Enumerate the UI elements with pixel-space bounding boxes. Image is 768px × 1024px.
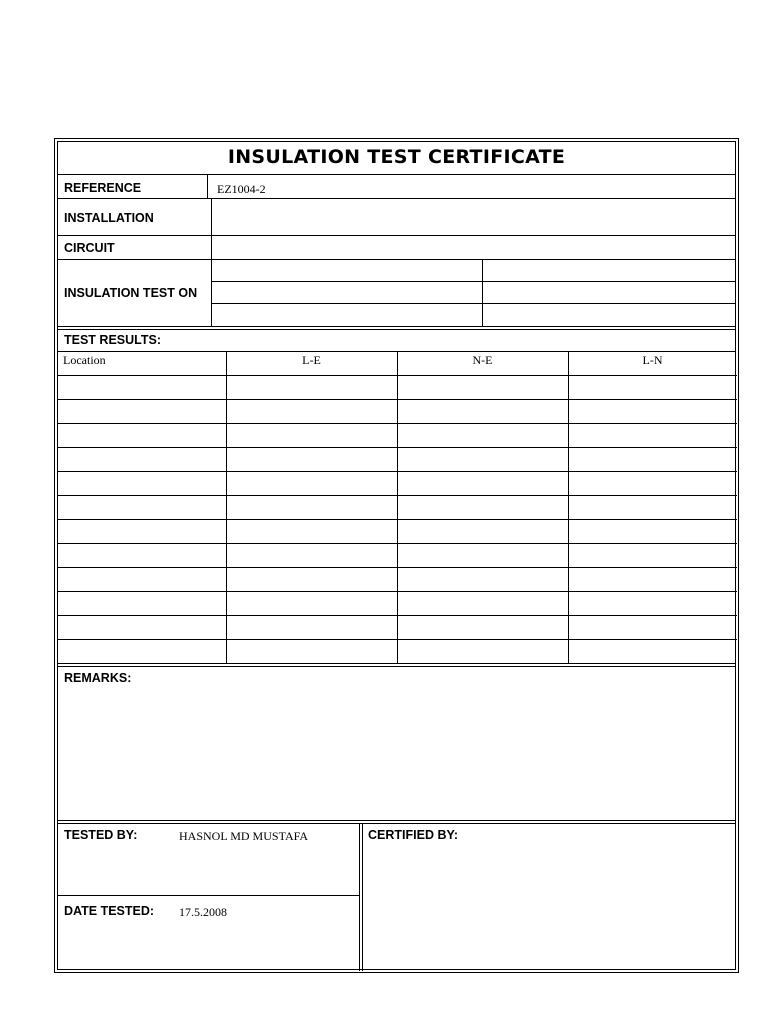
divider xyxy=(58,235,735,236)
divider xyxy=(359,823,360,971)
certified-by-field[interactable] xyxy=(363,846,737,971)
insulation-test-cell[interactable] xyxy=(211,281,482,303)
table-cell[interactable] xyxy=(568,447,737,471)
divider xyxy=(58,326,735,327)
table-cell[interactable] xyxy=(226,495,397,519)
insulation-test-on-label: INSULATION TEST ON xyxy=(64,286,198,300)
table-cell[interactable] xyxy=(58,591,226,615)
table-cell[interactable] xyxy=(226,519,397,543)
table-cell[interactable] xyxy=(397,639,568,663)
table-cell[interactable] xyxy=(226,399,397,423)
table-row xyxy=(58,375,737,399)
divider xyxy=(207,174,208,198)
table-cell[interactable] xyxy=(226,471,397,495)
table-cell[interactable] xyxy=(397,519,568,543)
table-cell[interactable] xyxy=(568,567,737,591)
table-cell[interactable] xyxy=(58,615,226,639)
table-cell[interactable] xyxy=(397,495,568,519)
table-cell[interactable] xyxy=(226,375,397,399)
table-cell[interactable] xyxy=(58,519,226,543)
table-cell[interactable] xyxy=(397,567,568,591)
table-row xyxy=(58,519,737,543)
table-cell[interactable] xyxy=(397,543,568,567)
table-row xyxy=(58,471,737,495)
certificate-inner-border xyxy=(57,141,736,970)
insulation-test-cell[interactable] xyxy=(482,281,737,303)
reference-value[interactable]: EZ1004-2 xyxy=(217,182,266,196)
divider xyxy=(58,198,735,199)
table-cell[interactable] xyxy=(58,471,226,495)
table-cell[interactable] xyxy=(397,471,568,495)
table-cell[interactable] xyxy=(568,471,737,495)
circuit-label: CIRCUIT xyxy=(64,241,115,255)
table-row xyxy=(58,615,737,639)
table-cell[interactable] xyxy=(58,567,226,591)
tested-by-label: TESTED BY: xyxy=(64,828,138,842)
divider xyxy=(58,174,735,175)
table-cell[interactable] xyxy=(226,639,397,663)
table-cell[interactable] xyxy=(568,639,737,663)
insulation-test-cell[interactable] xyxy=(211,259,482,281)
divider xyxy=(58,820,735,821)
table-cell[interactable] xyxy=(568,399,737,423)
table-cell[interactable] xyxy=(568,591,737,615)
test-results-table xyxy=(58,351,737,663)
table-row xyxy=(58,543,737,567)
divider xyxy=(58,823,735,824)
remarks-field[interactable] xyxy=(58,688,737,820)
table-cell[interactable] xyxy=(58,495,226,519)
table-row xyxy=(58,639,737,663)
divider xyxy=(211,198,212,326)
divider xyxy=(58,329,735,330)
table-row xyxy=(58,495,737,519)
table-cell[interactable] xyxy=(58,447,226,471)
table-cell[interactable] xyxy=(397,591,568,615)
certified-by-label: CERTIFIED BY: xyxy=(368,828,459,842)
certificate-form xyxy=(54,138,739,973)
table-cell[interactable] xyxy=(568,543,737,567)
column-header-n-e: N-E xyxy=(472,353,493,367)
table-row xyxy=(58,567,737,591)
table-cell[interactable] xyxy=(568,423,737,447)
insulation-test-cell[interactable] xyxy=(482,303,737,326)
table-cell[interactable] xyxy=(226,567,397,591)
table-cell[interactable] xyxy=(397,447,568,471)
table-cell[interactable] xyxy=(58,543,226,567)
divider xyxy=(58,895,359,896)
divider xyxy=(58,666,735,667)
table-cell[interactable] xyxy=(568,495,737,519)
column-header-l-n: L-N xyxy=(642,353,663,367)
table-row xyxy=(58,591,737,615)
test-results-label: TEST RESULTS: xyxy=(64,333,161,347)
table-row xyxy=(58,423,737,447)
table-cell[interactable] xyxy=(568,519,737,543)
table-row xyxy=(58,399,737,423)
column-header-l-e: L-E xyxy=(302,353,321,367)
table-cell[interactable] xyxy=(226,543,397,567)
table-cell[interactable] xyxy=(397,615,568,639)
insulation-test-cell[interactable] xyxy=(482,259,737,281)
table-cell[interactable] xyxy=(58,399,226,423)
table-cell[interactable] xyxy=(226,615,397,639)
table-cell[interactable] xyxy=(58,423,226,447)
table-cell[interactable] xyxy=(226,423,397,447)
table-cell[interactable] xyxy=(58,375,226,399)
table-cell[interactable] xyxy=(397,423,568,447)
table-cell[interactable] xyxy=(568,375,737,399)
tested-by-value[interactable]: HASNOL MD MUSTAFA xyxy=(179,829,309,843)
date-tested-label: DATE TESTED: xyxy=(64,904,155,918)
table-cell[interactable] xyxy=(58,639,226,663)
column-header-location: Location xyxy=(63,353,106,367)
table-cell[interactable] xyxy=(568,615,737,639)
divider xyxy=(58,663,735,664)
table-cell[interactable] xyxy=(226,591,397,615)
certificate-title: INSULATION TEST CERTIFICATE xyxy=(227,146,566,168)
insulation-test-cell[interactable] xyxy=(211,303,482,326)
table-cell[interactable] xyxy=(397,399,568,423)
table-row xyxy=(58,447,737,471)
table-cell[interactable] xyxy=(397,375,568,399)
table-cell[interactable] xyxy=(226,447,397,471)
reference-label: REFERENCE xyxy=(64,181,142,195)
remarks-label: REMARKS: xyxy=(64,671,132,685)
date-tested-value[interactable]: 17.5.2008 xyxy=(179,905,227,919)
installation-label: INSTALLATION xyxy=(64,211,154,225)
